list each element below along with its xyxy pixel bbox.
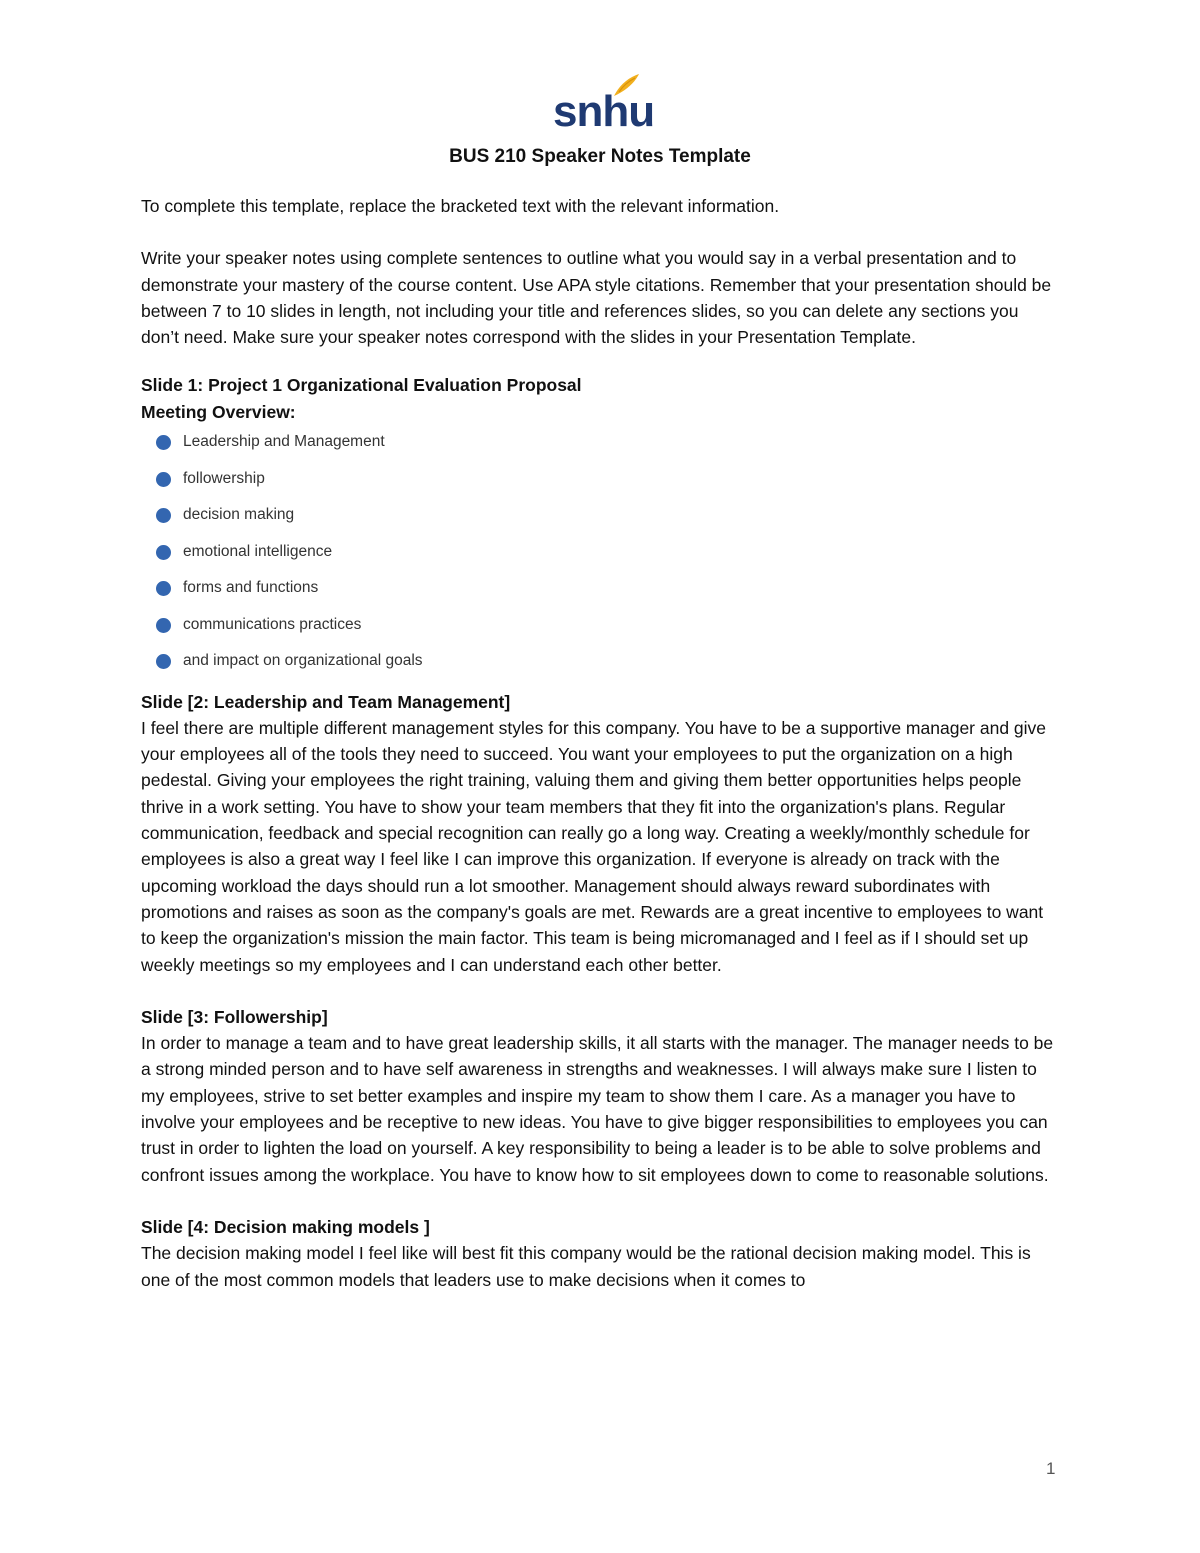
page-title: BUS 210 Speaker Notes Template (449, 146, 751, 167)
bullet-icon (156, 472, 171, 487)
slide-1-heading: Slide 1: Project 1 Organizational Evaluation Proposal (141, 375, 582, 396)
bullet-icon (156, 618, 171, 633)
slide-2-notes: I feel there are multiple different management styles for this company. You have to be a supportive manager and give your employees all of the tools they need to succeed. You want your employees to put the organization on a high pedestal. Giving your employees the right training, valuing them and giving them better opportunities helps people thrive in a work setting. You have to show your team members that they fit into the organization's plans. Regular communication, feedback and special recognition can really go a long way. Creating a weekly/monthly schedule for employees is also a great way I feel like I can improve this organization. If everyone is already on track with the upcoming workload the days should run a lot smoother. Management should always reward subordinates with promotions and raises as soon as the company's goals are met. Rewards are a great incentive to employees to want to keep the organization's mission the main factor. This team is being micromanaged and I feel as if I should set up weekly meetings so my employees and I can understand each other better. (141, 717, 1047, 975)
bullet-icon (156, 581, 171, 596)
list-item (141, 539, 1061, 576)
intro-guidelines: Write your speaker notes using complete sentences to outline what you would say in a verbal presentation and to demonstrate your mastery of the course content. Use APA style citations. Remember that your presentation should be between 7 to 10 slides in length, not including your title and references slides, so you can delete any sections you don’t need. Make sure your speaker notes correspond with the slides in your Presentation Template. (141, 248, 1052, 348)
page-number: 1 (1046, 1459, 1056, 1478)
list-item (141, 575, 1061, 612)
bullet-text: and impact on organizational goals (183, 652, 423, 670)
meeting-overview-label: Meeting Overview: (141, 401, 296, 422)
bullet-text: Leadership and Management (183, 433, 385, 451)
list-item (141, 502, 1061, 539)
bullet-text: decision making (183, 506, 295, 524)
snhu-logo (553, 72, 655, 136)
bullet-icon (156, 654, 171, 669)
intro-instruction: To complete this template, replace the bracketed text with the relevant information. (141, 196, 780, 216)
bullet-text: forms and functions (183, 579, 319, 597)
list-item (141, 612, 1061, 649)
slide-4-section (141, 1214, 1061, 1293)
slide-4-notes: The decision making model I feel like will best fit this company would be the rational decision making model. This is one of the most common models that leaders use to make decisions when it comes to (141, 1243, 1031, 1290)
slide-3-notes: In order to manage a team and to have great leadership skills, it all starts with the manager. The manager needs to be a strong minded person and to have self awareness in strengths and weaknesses. I will always make sure I listen to my employees, strive to set better examples and inspire my team to show them I care. As a manager you have to involve your employees and be receptive to new ideas. You have to give bigger responsibilities to employees you can trust in order to lighten the load on yourself. A key responsibility to being a leader is to be able to solve problems and confront issues among the workplace. You have to know how to sit employees down to come to reasonable solutions. (141, 1033, 1054, 1185)
logo-wordmark: snhu (553, 87, 655, 136)
document-body (141, 193, 1061, 1293)
slide-2-heading: Slide [2: Leadership and Team Management] (141, 691, 511, 712)
slide-3-section (141, 1004, 1061, 1188)
bullet-icon (156, 508, 171, 523)
slide-2-section (141, 689, 1061, 978)
bullet-text: followership (183, 469, 265, 487)
overview-bullet-list (141, 429, 1061, 685)
list-item (141, 466, 1061, 503)
slide-3-heading: Slide [3: Followership] (141, 1006, 328, 1027)
slide-4-heading: Slide [4: Decision making models ] (141, 1216, 430, 1237)
bullet-text: communications practices (183, 615, 362, 633)
bullet-text: emotional intelligence (183, 542, 333, 560)
slide-1-section (141, 372, 1061, 684)
list-item (141, 648, 1061, 685)
bullet-icon (156, 435, 171, 450)
bullet-icon (156, 545, 171, 560)
list-item (141, 429, 1061, 466)
